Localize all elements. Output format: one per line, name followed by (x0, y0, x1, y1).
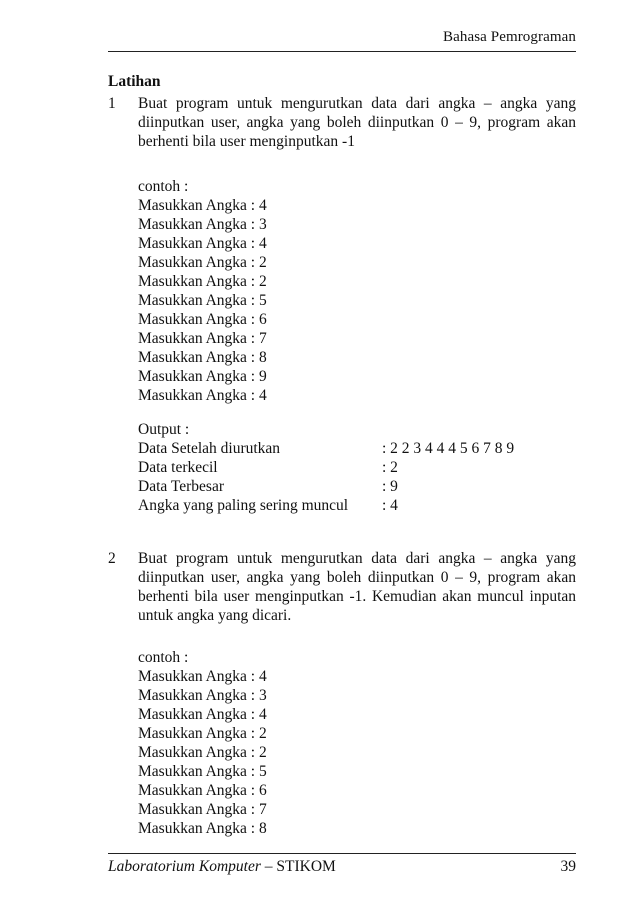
page-header-title: Bahasa Pemrograman (442, 29, 576, 45)
input-line: Masukkan Angka : 7 (138, 330, 267, 347)
output-row-value: : 2 (382, 459, 398, 476)
exercise-text: Buat program untuk mengurutkan data dari angka – angka yang diinputkan user, angka yang boleh diinputkan 0 – 9, program akan berhenti bila user menginputkan -1. Kemudian akan muncul inputan untuk angka yang dicari. (138, 550, 576, 624)
section-title: Latihan (108, 73, 161, 90)
input-line: Masukkan Angka : 4 (138, 235, 267, 252)
output-row (138, 477, 514, 496)
input-line: Masukkan Angka : 9 (138, 368, 267, 385)
input-line: Masukkan Angka : 2 (138, 725, 267, 742)
exercise-number: 2 (108, 550, 116, 567)
input-line: Masukkan Angka : 4 (138, 387, 267, 404)
output-row-label: Angka yang paling sering muncul (138, 497, 349, 514)
output-row-label: Data terkecil (138, 459, 218, 476)
input-line: Masukkan Angka : 2 (138, 254, 267, 271)
input-line: Masukkan Angka : 4 (138, 197, 267, 214)
input-line: Masukkan Angka : 2 (138, 744, 267, 761)
input-line: Masukkan Angka : 4 (138, 706, 267, 723)
exercise-number: 1 (108, 95, 116, 112)
output-row-value: : 2 2 3 4 4 4 5 6 7 8 9 (382, 440, 515, 457)
output-row-value: : 9 (382, 478, 398, 495)
output-block (138, 420, 514, 515)
output-row (138, 458, 514, 477)
input-line: Masukkan Angka : 8 (138, 820, 267, 837)
example-block (138, 177, 267, 405)
header-divider (108, 51, 576, 52)
footer-institution: – STIKOM (260, 858, 336, 875)
example-block (138, 648, 267, 838)
footer-lab-name: Laboratorium Komputer (108, 858, 261, 875)
input-line: Masukkan Angka : 6 (138, 782, 267, 799)
input-line: Masukkan Angka : 7 (138, 801, 267, 818)
output-row-label: Data Terbesar (138, 478, 224, 495)
output-row-label: Data Setelah diurutkan (138, 440, 281, 457)
example-label: contoh : (138, 178, 189, 195)
input-line: Masukkan Angka : 6 (138, 311, 267, 328)
exercise-text: Buat program untuk mengurutkan data dari angka – angka yang diinputkan user, angka yang boleh diinputkan 0 – 9, program akan berhenti bila user menginputkan -1 (138, 95, 576, 150)
input-line: Masukkan Angka : 3 (138, 216, 267, 233)
input-line: Masukkan Angka : 5 (138, 292, 267, 309)
footer-divider (108, 853, 576, 854)
input-line: Masukkan Angka : 3 (138, 687, 267, 704)
output-label: Output : (138, 421, 190, 438)
output-row-value: : 4 (382, 497, 398, 514)
input-line: Masukkan Angka : 2 (138, 273, 267, 290)
page-number: 39 (560, 858, 576, 875)
output-row (138, 496, 514, 515)
example-label: contoh : (138, 649, 189, 666)
input-line: Masukkan Angka : 8 (138, 349, 267, 366)
input-line: Masukkan Angka : 5 (138, 763, 267, 780)
footer-source (108, 858, 336, 876)
input-line: Masukkan Angka : 4 (138, 668, 267, 685)
output-row (138, 439, 514, 458)
